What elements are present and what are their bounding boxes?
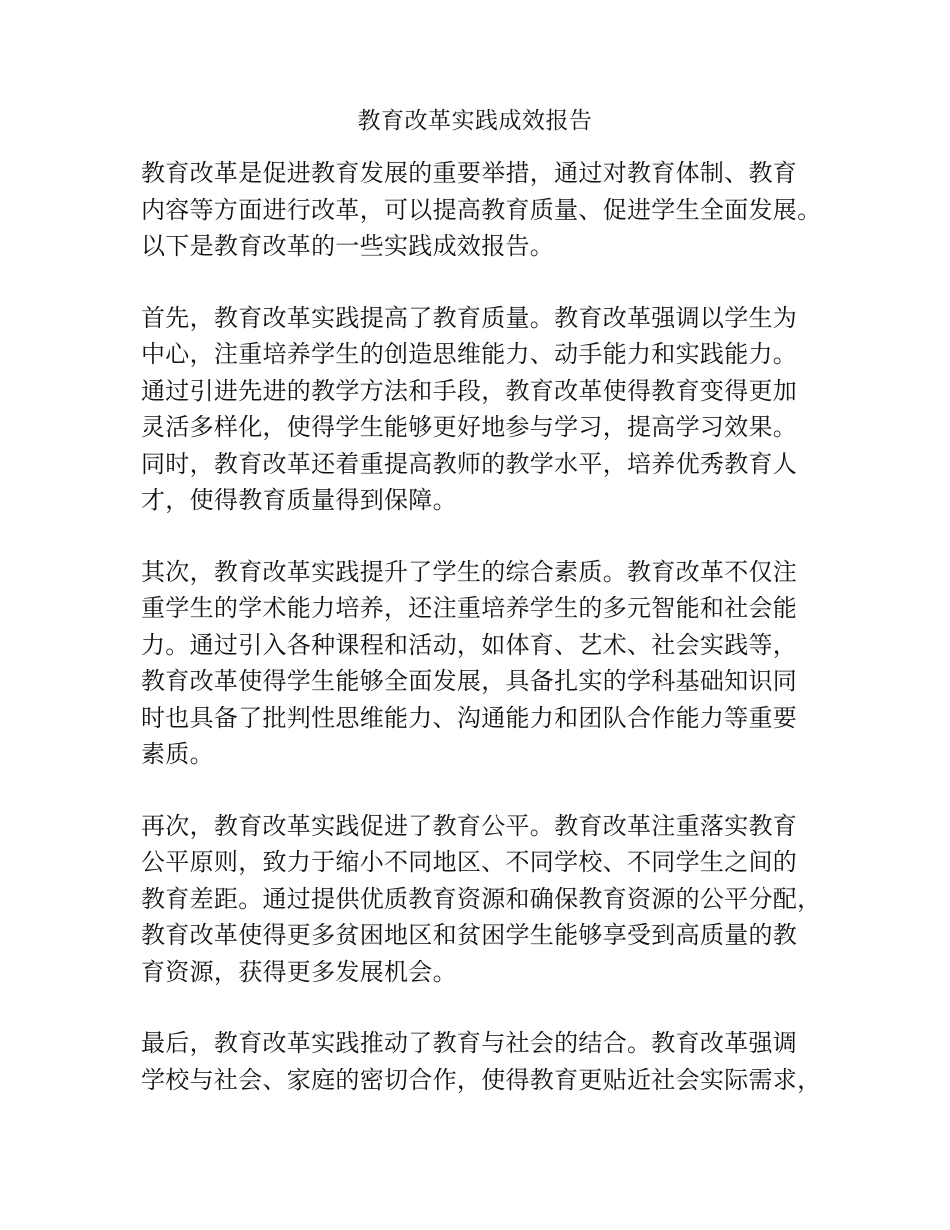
paragraph-line: 通过引进先进的教学方法和手段，教育改革使得教育变得更加 bbox=[141, 376, 798, 405]
paragraph-final bbox=[141, 1025, 831, 1098]
paragraph-line: 教育改革使得更多贫困地区和贫困学生能够享受到高质量的教 bbox=[141, 921, 798, 949]
paragraph-intro bbox=[141, 155, 831, 265]
paragraph-line: 学校与社会、家庭的密切合作，使得教育更贴近社会实际需求， bbox=[141, 1065, 822, 1094]
paragraph-first bbox=[141, 300, 831, 519]
paragraph-line: 时也具备了批判性思维能力、沟通能力和团队合作能力等重要 bbox=[141, 703, 798, 732]
paragraph-line: 重学生的学术能力培养，还注重培养学生的多元智能和社会能 bbox=[141, 594, 798, 622]
paragraph-line: 中心，注重培养学生的创造思维能力、动手能力和实践能力。 bbox=[141, 340, 798, 368]
paragraph-line: 再次，教育改革实践促进了教育公平。教育改革注重落实教育 bbox=[141, 811, 798, 840]
paragraph-line: 以下是教育改革的一些实践成效报告。 bbox=[141, 232, 555, 260]
paragraph-line: 才，使得教育质量得到保障。 bbox=[141, 486, 457, 514]
paragraph-line: 其次，教育改革实践提升了学生的综合素质。教育改革不仅注 bbox=[141, 557, 798, 586]
paragraph-line: 内容等方面进行改革，可以提高教育质量、促进学生全面发展。 bbox=[141, 195, 822, 224]
document-title: 教育改革实践成效报告 bbox=[357, 108, 593, 134]
paragraph-line: 教育改革是促进教育发展的重要举措，通过对教育体制、教育 bbox=[141, 159, 798, 187]
paragraph-line: 最后，教育改革实践推动了教育与社会的结合。教育改革强调 bbox=[141, 1029, 798, 1057]
paragraph-line: 同时，教育改革还着重提高教师的教学水平，培养优秀教育人 bbox=[141, 449, 798, 478]
paragraph-second bbox=[141, 554, 831, 773]
paragraph-line: 育资源，获得更多发展机会。 bbox=[141, 957, 457, 986]
paragraph-third bbox=[141, 808, 831, 991]
paragraph-line: 素质。 bbox=[141, 740, 214, 768]
paragraph-line: 公平原则，致力于缩小不同地区、不同学校、不同学生之间的 bbox=[141, 848, 798, 876]
paragraph-line: 灵活多样化，使得学生能够更好地参与学习，提高学习效果。 bbox=[141, 413, 798, 441]
paragraph-line: 教育改革使得学生能够全面发展，具备扎实的学科基础知识同 bbox=[141, 667, 798, 695]
paragraph-line: 力。通过引入各种课程和活动，如体育、艺术、社会实践等， bbox=[141, 630, 798, 659]
paragraph-line: 首先，教育改革实践提高了教育质量。教育改革强调以学生为 bbox=[141, 303, 798, 332]
document-body bbox=[141, 155, 831, 1133]
paragraph-line: 教育差距。通过提供优质教育资源和确保教育资源的公平分配， bbox=[141, 884, 822, 913]
